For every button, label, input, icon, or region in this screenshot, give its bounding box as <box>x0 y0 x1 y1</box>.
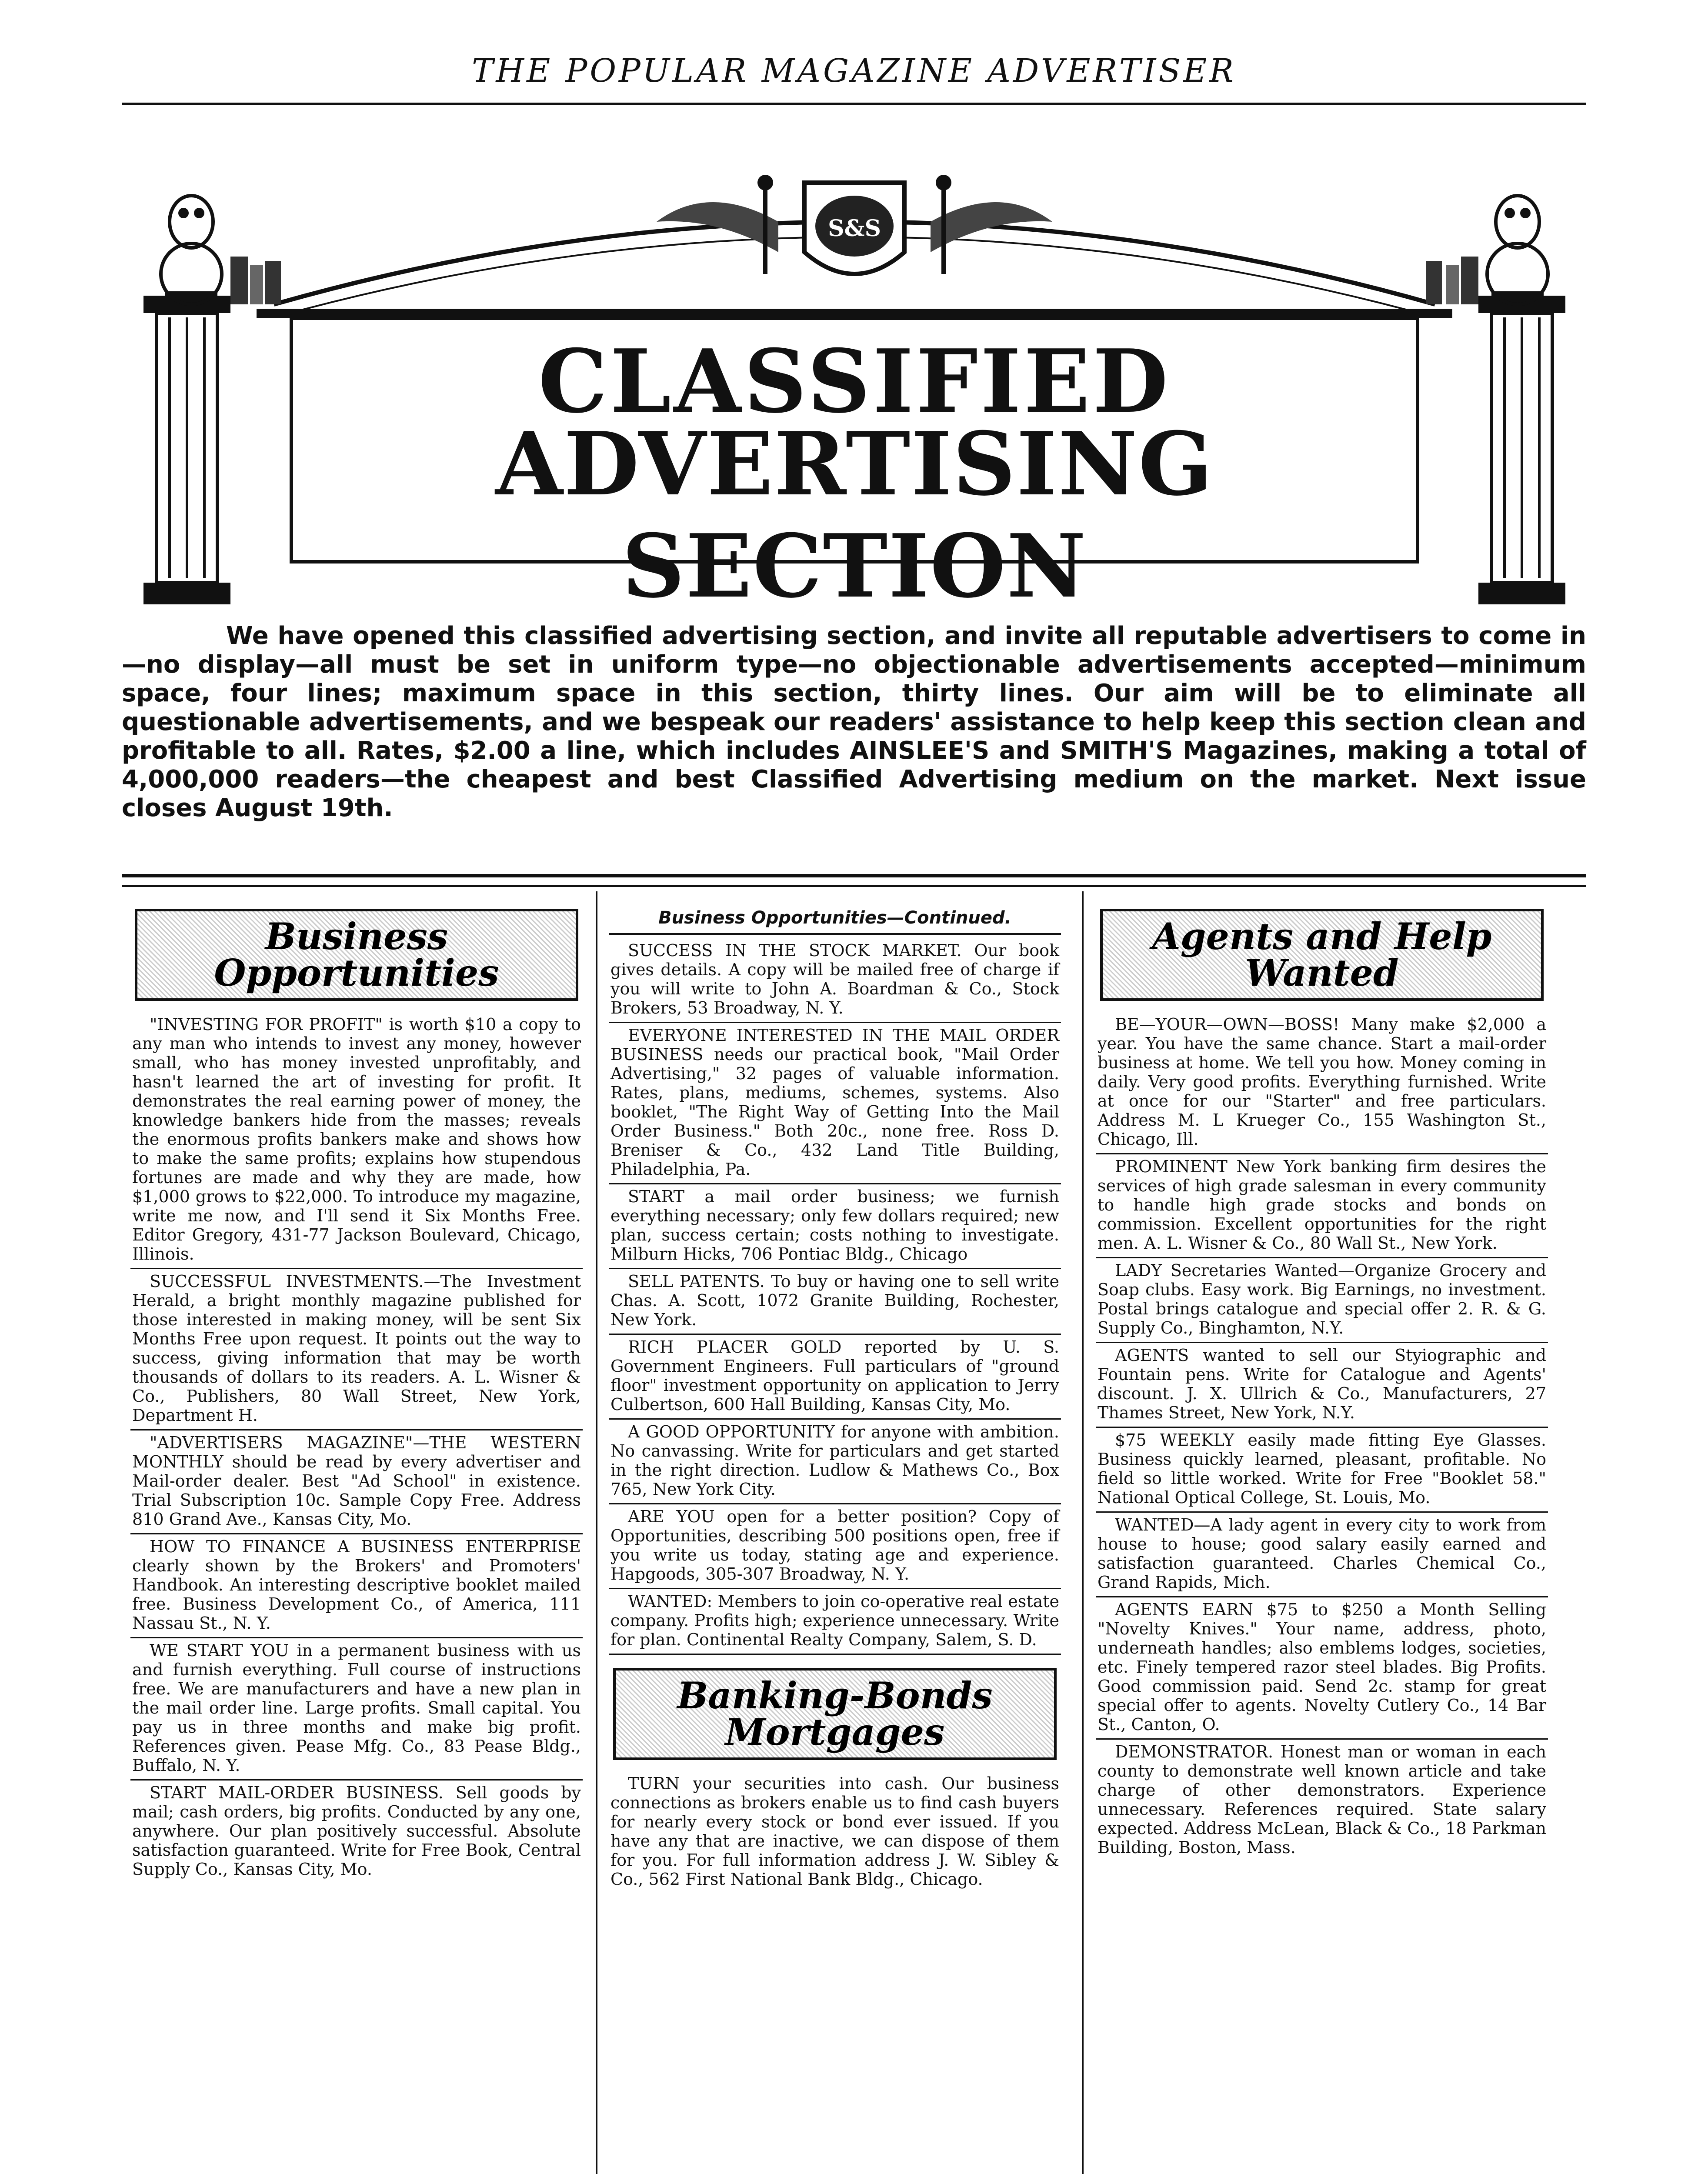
column-divider <box>596 891 597 2174</box>
classified-ad: EVERYONE INTERESTED IN THE MAIL ORDER BUSINESS needs our practical book, "Mail Order Advertising," 32 pages of valuable information. Rates, plans, mediums, schemes, systems. Also booklet, "The Right Way of Getting Into the Mail Order Business." Both 20c., none free. Ross D. Breniser & Co., 432 Land Title Building, Philadelphia, Pa. <box>609 1023 1061 1184</box>
classified-ad: START MAIL-ORDER BUSINESS. Sell goods by mail; cash orders, big profits. Conducted by any one, anywhere. Our plan positively successful. Absolute satisfaction guaranteed. Write for Free Book, Central Supply Co., Kansas City, Mo. <box>132 1783 581 1879</box>
heading-line: Opportunities <box>214 951 499 994</box>
continued-heading: Business Opportunities—Continued. <box>658 908 1011 928</box>
column-business-opportunities <box>130 896 583 2174</box>
classified-ad: SUCCESS IN THE STOCK MARKET. Our book gives details. A copy will be mailed free of charge if you will write to John A. Boardman & Co., Stock Brokers, 53 Broadway, N. Y. <box>609 938 1061 1023</box>
heading-agents-help-wanted <box>1100 909 1544 1001</box>
classified-ad: TURN your securities into cash. Our business connections as brokers enable us to find cash buyers for nearly every stock or bond ever issued. If you have any that are inactive, we can dispose of them for you. For full information address J. W. Sibley & Co., 562 First National Bank Bldg., Chicago. <box>610 1774 1059 1889</box>
classified-ad: "ADVERTISERS MAGAZINE"—THE WESTERN MONTHLY should be read by every advertiser and Mail-order dealer. Best "Ad School" in existence. Trial Subscription 10c. Sample Copy Free. Address 810 Grand Ave., Kansas City, Mo. <box>130 1430 583 1534</box>
heading-line: Agents and Help <box>1152 915 1492 958</box>
column-agents-help-wanted <box>1096 896 1548 2174</box>
classified-ad: WANTED—A lady agent in every city to work from house to house; good salary easily earned and satisfaction guaranteed. Charles Chemical Co., Grand Rapids, Mich. <box>1096 1513 1548 1597</box>
classified-ad: DEMONSTRATOR. Honest man or woman in each county to demonstrate well known article and take charge of other demonstrators. Experience unnecessary. References required. State salary expected. Address McLean, Black & Co., 18 Parkman Building, Boston, Mass. <box>1098 1742 1546 1857</box>
heading-business-opportunities <box>135 909 578 1001</box>
classified-ad: WANTED: Members to join co-operative real estate company. Profits high; experience unnecessary. Write for plan. Continental Realty Company, Salem, S. D. <box>609 1589 1061 1655</box>
heading-line: Mortgages <box>725 1711 945 1754</box>
banner-title-advertising-section: ADVERTISING SECTION <box>495 413 1214 617</box>
intro-paragraph: We have opened this classified advertising section, and invite all reputable advertisers to come in —no display—all must be set in uniform type—no objectionable advertisements accepted—minimum space, four lines; maximum space in this section, thirty lines. Our aim will be to eliminate all questionable advertisements, and we bespeak our readers' assistance to help keep this section clean and profitable to all. Rates, $2.00 a line, which includes AINSLEE'S and SMITH'S Magazines, making a total of 4,000,000 readers—the cheapest and best Classified Advertising medium on the market. Next issue closes August 19th. <box>122 622 1586 822</box>
classified-ad: RICH PLACER GOLD reported by U. S. Government Engineers. Full particulars of "ground floor" investment opportunity on application to Jerry Culbertson, 600 Hall Building, Kansas City, Mo. <box>609 1335 1061 1420</box>
heading-rule <box>609 933 1061 935</box>
classified-ad: PROMINENT New York banking firm desires the services of high grade salesman in every community to handle high grade stocks and bonds on commission. Excellent opportunities for the right men. A. L. Wisner & Co., 80 Wall St., New York. <box>1096 1154 1548 1258</box>
classified-ad: START a mail order business; we furnish everything necessary; only few dollars required; new plan, success certain; costs nothing to investigate. Milburn Hicks, 706 Pontiac Bldg., Chicago <box>609 1184 1061 1269</box>
heading-line: Wanted <box>1245 951 1399 994</box>
classified-ad: BE—YOUR—OWN—BOSS! Many make $2,000 a year. You have the same chance. Start a mail-order business at home. We tell you how. Money coming in daily. Very good profits. Everything furnished. Write at once for our "Starter" and free particulars. Address M. L Krueger Co., 155 Washington St., Chicago, Ill. <box>1096 1012 1548 1154</box>
column-business-continued <box>609 896 1061 2174</box>
classified-ad: "INVESTING FOR PROFIT" is worth $10 a copy to any man who intends to invest any money, however small, who has money invested unprofitably, and hasn't learned the art of investing for profit. It demonstrates the real earning power of money, the knowledge bankers hide from the masses; reveals the enormous profits bankers make and shows how to make the same profits; explains how stupendous fortunes are made and why they are made, how $1,000 grows to $22,000. To introduce my magazine, write me now, and I'll send it Six Months Free. Editor Gregory, 431-77 Jackson Boulevard, Chicago, Illinois. <box>130 1012 583 1269</box>
classified-ad: A GOOD OPPORTUNITY for anyone with ambition. No canvassing. Write for particulars and get started in the right direction. Ludlow & Mathews Co., Box 765, New York City. <box>609 1420 1061 1504</box>
emblem-monogram: S&S <box>827 215 881 242</box>
section-banner <box>143 165 1565 617</box>
magazine-masthead: THE POPULAR MAGAZINE ADVERTISER <box>472 52 1236 90</box>
classified-ad: SELL PATENTS. To buy or having one to sell write Chas. A. Scott, 1072 Granite Building, Rochester, New York. <box>609 1269 1061 1335</box>
classified-ad: AGENTS EARN $75 to $250 a Month Selling "Novelty Knives." Your name, address, photo, underneath handles; also emblems lodges, societies, etc. Finely tempered razor steel blades. Big Profits. Good commission paid. Send 2c. stamp for great special offer to agents. Novelty Cutlery Co., 14 Bar St., Canton, O. <box>1096 1597 1548 1740</box>
classified-ad: ARE YOU open for a better position? Copy of Opportunities, describing 500 positions open, free if you write us today, stating age and experience. Hapgoods, 305-307 Broadway, N. Y. <box>609 1504 1061 1589</box>
classified-ad: HOW TO FINANCE A BUSINESS ENTERPRISE clearly shown by the Brokers' and Promoters' Handbook. An interesting descriptive booklet mailed free. Business Development Co., of America, 111 Nassau St., N. Y. <box>130 1534 583 1638</box>
heading-line: Business <box>265 915 448 958</box>
classified-ad: LADY Secretaries Wanted—Organize Grocery and Soap clubs. Easy work. Big Earnings, no investment. Postal brings catalogue and special offer 2. R. & G. Supply Co., Binghamton, N.Y. <box>1096 1258 1548 1343</box>
column-divider <box>1082 891 1084 2174</box>
header-rule <box>122 103 1586 105</box>
heading-line: Banking-Bonds <box>677 1674 993 1717</box>
section-rule-thick <box>122 874 1586 877</box>
heading-banking-bonds-mortgages <box>613 1668 1057 1760</box>
classified-ad: SUCCESSFUL INVESTMENTS.—The Investment Herald, a bright monthly magazine published for those interested in making money, will be sent Six Months Free upon request. It points out the way to success, giving information that may be worth thousands of dollars to its readers. A. L. Wisner & Co., Publishers, 80 Wall Street, New York, Department H. <box>130 1269 583 1430</box>
section-rule-thin <box>122 885 1586 887</box>
classified-ad: WE START YOU in a permanent business with us and furnish everything. Full course of instructions free. We are manufacturers and have a new plan in the mail order line. Large profits. Small capital. You pay us in three months and make big profit. References given. Pease Mfg. Co., 83 Pease Bldg., Buffalo, N. Y. <box>130 1638 583 1781</box>
banner-title-classified: CLASSIFIED <box>538 330 1171 433</box>
classified-ad: AGENTS wanted to sell our Styiographic and Fountain pens. Write for Catalogue and Agents' discount. J. X. Ullrich & Co., Manufacturers, 27 Thames Street, New York, N.Y. <box>1096 1343 1548 1428</box>
classified-ad: $75 WEEKLY easily made fitting Eye Glasses. Business quickly learned, pleasant, profitable. No field so little worked. Write for Free "Booklet 58." National Optical College, St. Louis, Mo. <box>1096 1428 1548 1513</box>
